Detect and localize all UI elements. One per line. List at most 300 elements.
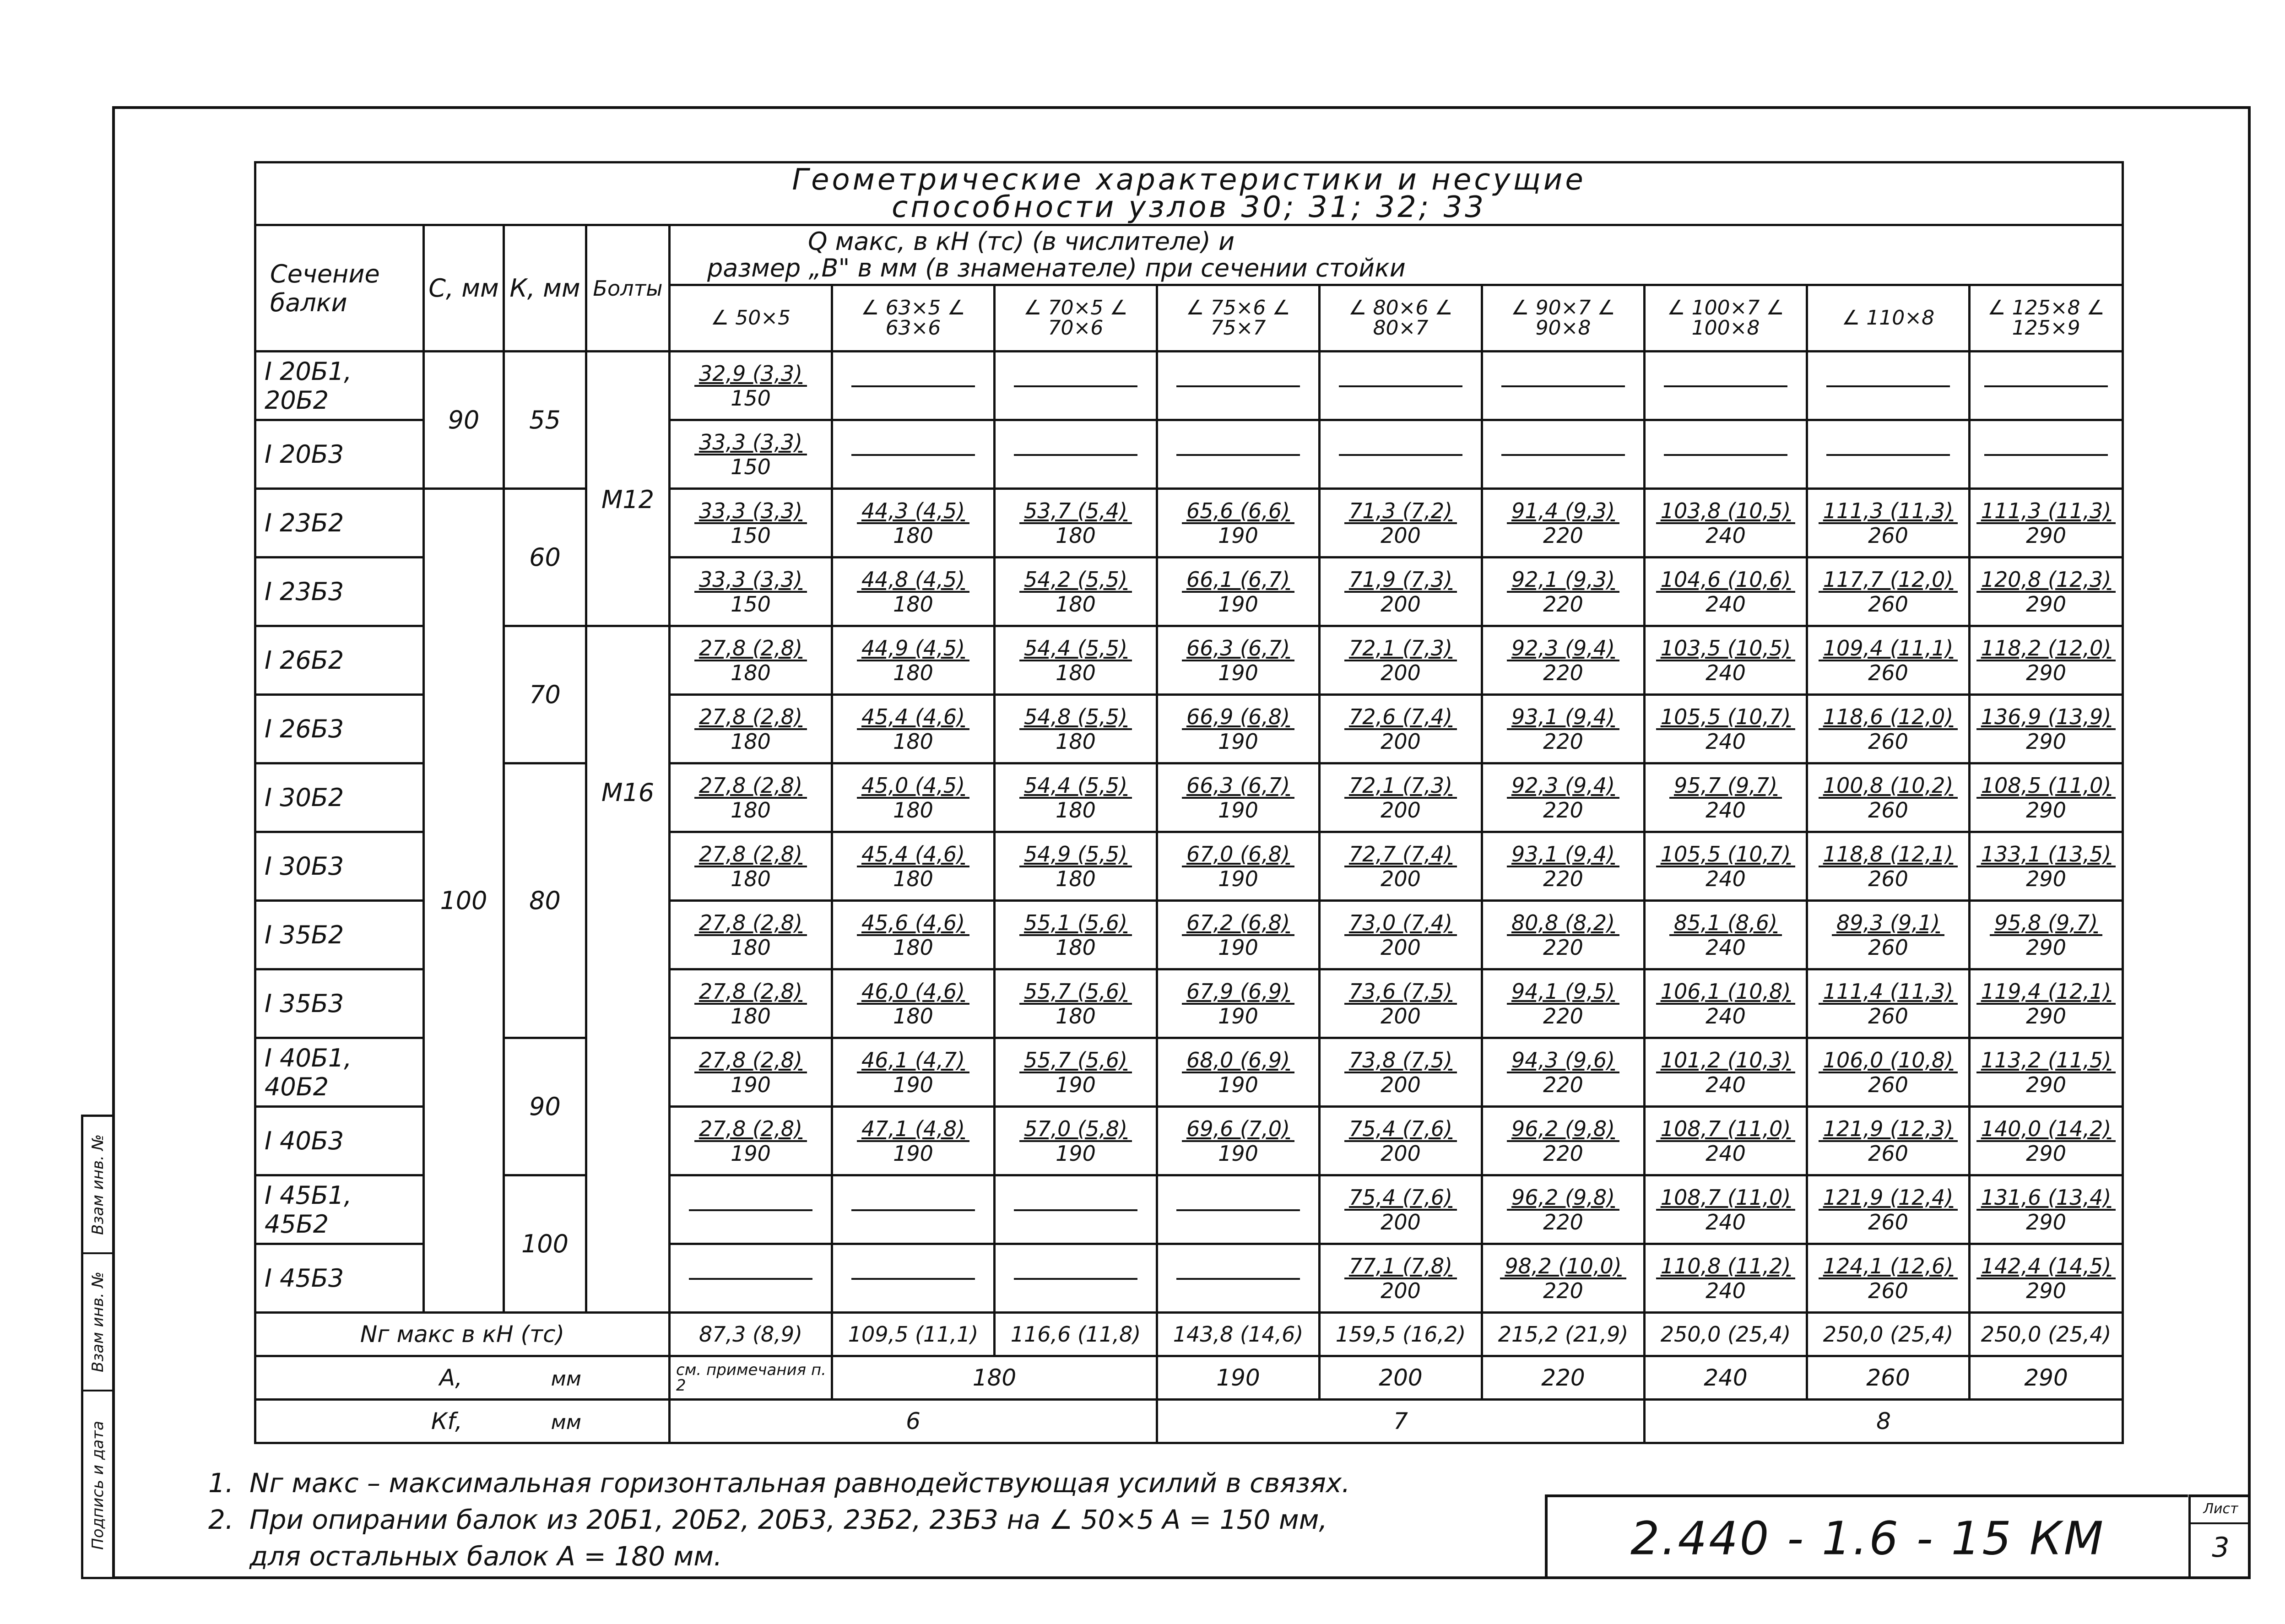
dimension-b: 190: [1218, 523, 1258, 548]
beam-section: I 30Б2: [255, 763, 424, 832]
n-value: 109,5 (11,1): [832, 1313, 995, 1356]
dimension-b: 220: [1543, 1072, 1583, 1097]
capacity-fraction: [694, 774, 807, 822]
dimension-b: 190: [731, 1141, 771, 1166]
note-number: 1.: [208, 1467, 234, 1499]
capacity-fraction: [694, 1117, 807, 1165]
stamp-text: Взам инв. №: [88, 1134, 107, 1235]
document-code: 2.440 - 1.6 - 15 КМ: [1630, 1511, 2105, 1565]
dimension-b: 260: [1868, 1072, 1908, 1097]
capacity-q: 33,3 (3,3): [694, 568, 807, 593]
capacity-cell: [1645, 626, 1807, 695]
dimension-b: 220: [1543, 797, 1583, 823]
capacity-fraction: [1976, 1117, 2116, 1165]
c-value: 90: [424, 352, 504, 489]
capacity-cell: [1645, 420, 1807, 489]
capacity-fraction: [1819, 774, 1958, 822]
capacity-q: 109,4 (11,1): [1819, 637, 1958, 661]
header-q-line-2: размер „В" в мм (в знаменателе) при сечении стойки: [707, 254, 1406, 282]
dimension-b: 200: [1381, 1003, 1421, 1029]
header-column: ∠ 75×6 ∠ 75×7: [1157, 285, 1320, 352]
note-text: Nг макс – максимальная горизонтальная равнодействующая усилий в связях.: [249, 1467, 1350, 1499]
capacity-cell: [1320, 901, 1482, 969]
capacity-cell: [1157, 695, 1320, 763]
dimension-b: 220: [1543, 935, 1583, 960]
empty-dash: [851, 1278, 975, 1280]
capacity-cell: [1157, 558, 1320, 626]
kf-value: 7: [1157, 1400, 1645, 1443]
capacity-q: 73,8 (7,5): [1344, 1049, 1457, 1073]
dimension-b: 190: [1218, 1141, 1258, 1166]
capacity-cell: [1482, 1038, 1645, 1107]
capacity-q: 27,8 (2,8): [694, 705, 807, 730]
capacity-cell: [1807, 352, 1970, 420]
capacity-cell: [1645, 1244, 1807, 1313]
capacity-cell: [1157, 763, 1320, 832]
capacity-cell: [670, 558, 832, 626]
capacity-cell: [1157, 1175, 1320, 1244]
table-row: [255, 352, 2123, 420]
header-column: ∠ 70×5 ∠ 70×6: [995, 285, 1157, 352]
capacity-q: 45,4 (4,6): [857, 705, 969, 730]
header-k: К, мм: [504, 225, 586, 352]
capacity-q: 66,3 (6,7): [1182, 774, 1294, 799]
capacity-cell: [995, 1038, 1157, 1107]
empty-dash: [1664, 385, 1787, 387]
capacity-fraction: [1344, 568, 1457, 616]
header-column: ∠ 110×8: [1807, 285, 1970, 352]
dimension-b: 290: [2026, 1003, 2066, 1029]
dimension-b: 240: [1706, 523, 1746, 548]
capacity-q: 92,3 (9,4): [1507, 774, 1619, 799]
capacity-q: 124,1 (12,6): [1819, 1255, 1958, 1279]
capacity-cell: [1970, 901, 2123, 969]
k-value: 80: [504, 763, 586, 1038]
beam-section: I 45Б1, 45Б2: [255, 1175, 424, 1244]
capacity-fraction: [1819, 1117, 1958, 1165]
capacity-q: 45,4 (4,6): [857, 843, 969, 867]
capacity-q: 119,4 (12,1): [1976, 980, 2116, 1005]
capacity-fraction: [1656, 1255, 1796, 1302]
capacity-fraction: [1976, 568, 2116, 616]
capacity-fraction: [1182, 705, 1294, 753]
capacity-cell: [1807, 420, 1970, 489]
capacity-cell: [670, 626, 832, 695]
title-block-code: [1545, 1494, 2188, 1579]
capacity-q: 118,2 (12,0): [1976, 637, 2116, 661]
capacity-fraction: [1819, 1186, 1958, 1234]
dimension-b: 220: [1543, 729, 1583, 754]
capacity-cell: [1157, 1244, 1320, 1313]
capacity-fraction: [1019, 637, 1132, 684]
dimension-b: 180: [731, 729, 771, 754]
beam-section: I 45Б3: [255, 1244, 424, 1313]
capacity-cell: [995, 558, 1157, 626]
beam-section: I 26Б3: [255, 695, 424, 763]
stamp-text: Подпись и дата: [88, 1421, 107, 1550]
capacity-cell: [1482, 1175, 1645, 1244]
capacity-fraction: [857, 705, 969, 753]
capacity-fraction: [1182, 568, 1294, 616]
beam-section: I 20Б3: [255, 420, 424, 489]
capacity-fraction: [1656, 637, 1796, 684]
stamp-cell-exchange-inv: [83, 1117, 112, 1254]
capacity-q: 65,6 (6,6): [1182, 499, 1294, 524]
capacity-q: 71,3 (7,2): [1344, 499, 1457, 524]
note-text: для остальных балок А = 180 мм.: [249, 1541, 722, 1572]
dimension-b: 220: [1543, 591, 1583, 617]
capacity-cell: [832, 1175, 995, 1244]
empty-dash: [1014, 1278, 1137, 1280]
capacity-q: 103,5 (10,5): [1656, 637, 1796, 661]
capacity-fraction: [857, 774, 969, 822]
dimension-b: 240: [1706, 1209, 1746, 1234]
capacity-cell: [1970, 1107, 2123, 1175]
capacity-cell: [1970, 626, 2123, 695]
dimension-b: 180: [893, 866, 933, 891]
a-unit: мм: [551, 1367, 581, 1391]
capacity-q: 98,2 (10,0): [1500, 1255, 1626, 1279]
table-row: [255, 489, 2123, 558]
empty-dash: [1014, 454, 1137, 456]
capacity-cell: [832, 1244, 995, 1313]
capacity-fraction: [1507, 637, 1619, 684]
capacity-cell: [670, 489, 832, 558]
capacity-q: 110,8 (11,2): [1656, 1255, 1796, 1279]
kf-label-cell: [255, 1400, 670, 1443]
empty-dash: [1501, 385, 1625, 387]
dimension-b: 190: [1218, 729, 1258, 754]
beam-section: I 23Б2: [255, 489, 424, 558]
footer-kf-row: [255, 1400, 2123, 1443]
capacity-fraction: [1019, 843, 1132, 890]
header-c: С, мм: [424, 225, 504, 352]
capacity-cell: [670, 832, 832, 901]
bolt-size: М12: [586, 352, 670, 626]
side-stamp: [81, 1115, 112, 1579]
capacity-cell: [1482, 1107, 1645, 1175]
capacity-fraction: [1976, 843, 2116, 890]
capacity-cell: [670, 1175, 832, 1244]
dimension-b: 260: [1868, 591, 1908, 617]
n-value: 143,8 (14,6): [1157, 1313, 1320, 1356]
capacity-cell: [1157, 489, 1320, 558]
capacity-q: 93,1 (9,4): [1507, 705, 1619, 730]
capacity-fraction: [1019, 1117, 1132, 1165]
dimension-b: 240: [1706, 591, 1746, 617]
capacity-fraction: [1832, 911, 1944, 959]
table-title: [255, 162, 2123, 225]
capacity-fraction: [1019, 1049, 1132, 1096]
beam-section: I 35Б2: [255, 901, 424, 969]
capacity-cell: [1482, 969, 1645, 1038]
capacity-cell: [670, 1038, 832, 1107]
capacity-cell: [1970, 420, 2123, 489]
capacity-fraction: [1976, 1049, 2116, 1096]
capacity-cell: [1807, 901, 1970, 969]
dimension-b: 180: [1056, 866, 1096, 891]
dimension-b: 190: [893, 1072, 933, 1097]
capacity-cell: [1320, 832, 1482, 901]
capacity-fraction: [1344, 637, 1457, 684]
capacity-q: 27,8 (2,8): [694, 637, 807, 661]
dimension-b: 150: [731, 385, 771, 411]
capacity-q: 140,0 (14,2): [1976, 1117, 2116, 1142]
dimension-b: 180: [731, 660, 771, 685]
empty-dash: [1826, 385, 1950, 387]
capacity-cell: [995, 1244, 1157, 1313]
kf-unit: мм: [551, 1411, 581, 1434]
capacity-cell: [1970, 1244, 2123, 1313]
capacity-q: 80,8 (8,2): [1507, 911, 1619, 936]
capacity-fraction: [1819, 568, 1958, 616]
beam-section: I 35Б3: [255, 969, 424, 1038]
capacity-cell: [1320, 1038, 1482, 1107]
capacity-fraction: [694, 843, 807, 890]
capacity-q: 67,9 (6,9): [1182, 980, 1294, 1005]
dimension-b: 180: [1056, 523, 1096, 548]
capacity-q: 66,3 (6,7): [1182, 637, 1294, 661]
capacity-cell: [1157, 352, 1320, 420]
capacity-cell: [1970, 832, 2123, 901]
capacity-fraction: [1656, 1049, 1796, 1096]
capacity-q: 118,6 (12,0): [1819, 705, 1958, 730]
capacity-q: 120,8 (12,3): [1976, 568, 2116, 593]
capacity-fraction: [1182, 843, 1294, 890]
capacity-q: 72,1 (7,3): [1344, 637, 1457, 661]
sheet-number: 3: [2212, 1532, 2230, 1564]
capacity-q: 75,4 (7,6): [1344, 1186, 1457, 1211]
capacity-fraction: [1507, 980, 1619, 1028]
capacity-q: 27,8 (2,8): [694, 1049, 807, 1073]
dimension-b: 180: [893, 591, 933, 617]
capacity-cell: [995, 969, 1157, 1038]
dimension-b: 290: [2026, 1278, 2066, 1303]
dimension-b: 240: [1706, 866, 1746, 891]
capacity-fraction: [1182, 980, 1294, 1028]
stamp-text: Взам инв. №: [88, 1271, 107, 1373]
capacity-cell: [1645, 1038, 1807, 1107]
capacity-q: 96,2 (9,8): [1507, 1186, 1619, 1211]
kf-value: 8: [1645, 1400, 2123, 1443]
empty-dash: [1664, 454, 1787, 456]
capacity-fraction: [1344, 1255, 1457, 1302]
capacity-fraction: [694, 1049, 807, 1096]
note-1: [208, 1465, 1350, 1501]
k-value: 100: [504, 1175, 586, 1313]
capacity-fraction: [694, 362, 807, 410]
a-value: 240: [1645, 1356, 1807, 1400]
empty-dash: [1984, 454, 2108, 456]
capacity-cell: [1645, 1175, 1807, 1244]
capacity-q: 111,4 (11,3): [1819, 980, 1958, 1005]
capacity-cell: [1157, 1038, 1320, 1107]
dimension-b: 220: [1543, 1209, 1583, 1234]
capacity-q: 142,4 (14,5): [1976, 1255, 2116, 1279]
dimension-b: 150: [731, 454, 771, 479]
capacity-fraction: [694, 637, 807, 684]
capacity-cell: [1645, 558, 1807, 626]
capacity-fraction: [1976, 774, 2116, 822]
capacity-q: 73,0 (7,4): [1344, 911, 1457, 936]
capacity-cell: [832, 489, 995, 558]
header-q-line-1: Q макс, в кН (тс) (в числителе) и: [808, 227, 1235, 256]
dimension-b: 260: [1868, 729, 1908, 754]
capacity-cell: [1157, 901, 1320, 969]
capacity-cell: [1482, 489, 1645, 558]
dimension-b: 290: [2026, 591, 2066, 617]
capacity-fraction: [694, 568, 807, 616]
capacity-q: 44,9 (4,5): [857, 637, 969, 661]
capacity-cell: [1320, 352, 1482, 420]
capacity-fraction: [1656, 980, 1796, 1028]
dimension-b: 200: [1381, 935, 1421, 960]
capacity-cell: [670, 763, 832, 832]
capacity-q: 95,8 (9,7): [1990, 911, 2102, 936]
capacity-fraction: [857, 1117, 969, 1165]
capacity-cell: [1807, 1038, 1970, 1107]
dimension-b: 260: [1868, 1209, 1908, 1234]
beam-section: I 20Б1, 20Б2: [255, 352, 424, 420]
capacity-q: 136,9 (13,9): [1976, 705, 2116, 730]
dimension-b: 150: [731, 523, 771, 548]
capacity-fraction: [857, 637, 969, 684]
capacity-fraction: [1344, 774, 1457, 822]
capacity-fraction: [1507, 1049, 1619, 1096]
capacity-cell: [1320, 420, 1482, 489]
capacity-fraction: [1507, 1186, 1619, 1234]
dimension-b: 180: [731, 797, 771, 823]
capacity-q: 105,5 (10,7): [1656, 705, 1796, 730]
capacity-cell: [1320, 763, 1482, 832]
capacity-fraction: [1656, 499, 1796, 547]
empty-dash: [689, 1209, 812, 1211]
capacity-q: 46,1 (4,7): [857, 1049, 969, 1073]
capacity-cell: [1807, 969, 1970, 1038]
dimension-b: 240: [1706, 729, 1746, 754]
header-column: ∠ 100×7 ∠ 100×8: [1645, 285, 1807, 352]
dimension-b: 290: [2026, 1141, 2066, 1166]
capacity-cell: [1482, 901, 1645, 969]
capacity-fraction: [1182, 499, 1294, 547]
capacity-fraction: [1976, 1255, 2116, 1302]
capacity-q: 108,7 (11,0): [1656, 1117, 1796, 1142]
capacity-cell: [1482, 352, 1645, 420]
capacity-fraction: [1019, 774, 1132, 822]
capacity-cell: [995, 1175, 1157, 1244]
capacity-fraction: [857, 568, 969, 616]
capacity-table: [254, 161, 2124, 1444]
empty-dash: [1501, 454, 1625, 456]
capacity-fraction: [1344, 980, 1457, 1028]
capacity-q: 54,2 (5,5): [1019, 568, 1132, 593]
capacity-cell: [832, 695, 995, 763]
capacity-q: 118,8 (12,1): [1819, 843, 1958, 867]
dimension-b: 180: [731, 866, 771, 891]
dimension-b: 220: [1543, 660, 1583, 685]
dimension-b: 200: [1381, 591, 1421, 617]
dimension-b: 220: [1543, 866, 1583, 891]
capacity-q: 106,1 (10,8): [1656, 980, 1796, 1005]
capacity-cell: [1807, 558, 1970, 626]
capacity-cell: [832, 832, 995, 901]
empty-dash: [1176, 1209, 1300, 1211]
header-column: ∠ 90×7 ∠ 90×8: [1482, 285, 1645, 352]
header-section: Сечение балки: [255, 225, 424, 352]
capacity-cell: [1157, 626, 1320, 695]
dimension-b: 240: [1706, 797, 1746, 823]
capacity-fraction: [1019, 705, 1132, 753]
dimension-b: 190: [731, 1072, 771, 1097]
capacity-cell: [995, 352, 1157, 420]
beam-section: I 40Б3: [255, 1107, 424, 1175]
k-value: 70: [504, 626, 586, 763]
capacity-cell: [1482, 832, 1645, 901]
capacity-q: 57,0 (5,8): [1019, 1117, 1132, 1142]
dimension-b: 290: [2026, 797, 2066, 823]
dimension-b: 180: [1056, 797, 1096, 823]
capacity-cell: [670, 420, 832, 489]
capacity-cell: [1807, 763, 1970, 832]
dimension-b: 190: [893, 1141, 933, 1166]
capacity-cell: [995, 420, 1157, 489]
capacity-cell: [832, 1038, 995, 1107]
capacity-fraction: [694, 980, 807, 1028]
capacity-fraction: [1019, 980, 1132, 1028]
capacity-fraction: [1819, 1255, 1958, 1302]
capacity-q: 44,8 (4,5): [857, 568, 969, 593]
dimension-b: 180: [893, 797, 933, 823]
capacity-q: 103,8 (10,5): [1656, 499, 1796, 524]
dimension-b: 240: [1706, 1141, 1746, 1166]
capacity-cell: [995, 763, 1157, 832]
capacity-fraction: [1344, 1186, 1457, 1234]
capacity-cell: [995, 695, 1157, 763]
dimension-b: 240: [1706, 935, 1746, 960]
dimension-b: 180: [893, 935, 933, 960]
capacity-fraction: [1182, 911, 1294, 959]
capacity-cell: [1970, 969, 2123, 1038]
capacity-q: 108,5 (11,0): [1976, 774, 2116, 799]
capacity-cell: [832, 352, 995, 420]
beam-section: I 26Б2: [255, 626, 424, 695]
capacity-q: 55,7 (5,6): [1019, 980, 1132, 1005]
n-value: 215,2 (21,9): [1482, 1313, 1645, 1356]
capacity-fraction: [1344, 911, 1457, 959]
table-row: [255, 1175, 2123, 1244]
capacity-fraction: [1507, 705, 1619, 753]
capacity-q: 94,3 (9,6): [1507, 1049, 1619, 1073]
capacity-cell: [1157, 832, 1320, 901]
capacity-fraction: [857, 980, 969, 1028]
capacity-fraction: [1656, 1117, 1796, 1165]
capacity-q: 27,8 (2,8): [694, 774, 807, 799]
capacity-fraction: [1182, 1049, 1294, 1096]
capacity-fraction: [1507, 774, 1619, 822]
empty-dash: [851, 385, 975, 387]
capacity-fraction: [1669, 911, 1782, 959]
dimension-b: 190: [1218, 866, 1258, 891]
capacity-cell: [670, 695, 832, 763]
footer-n-row: [255, 1313, 2123, 1356]
dimension-b: 190: [1056, 1072, 1096, 1097]
capacity-cell: [1320, 969, 1482, 1038]
capacity-cell: [1645, 901, 1807, 969]
capacity-q: 101,2 (10,3): [1656, 1049, 1796, 1073]
dimension-b: 180: [731, 1003, 771, 1029]
capacity-q: 67,2 (6,8): [1182, 911, 1294, 936]
dimension-b: 260: [1868, 1141, 1908, 1166]
